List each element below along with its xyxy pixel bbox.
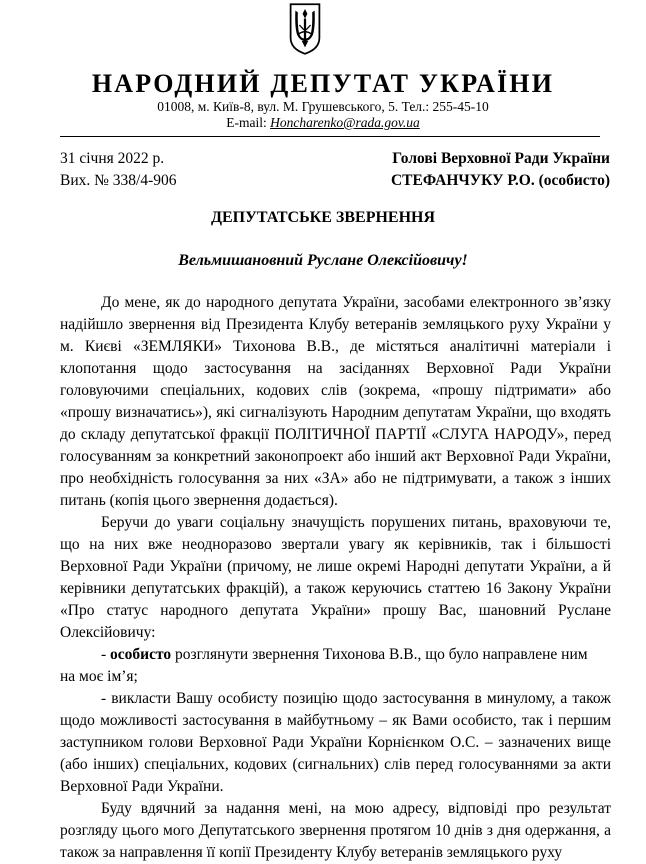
letter-date: 31 січня 2022 р. [60,150,165,167]
letterhead-title: НАРОДНИЙ ДЕПУТАТ УКРАЇНИ [91,69,555,98]
request-item-2: - викласти Вашу особисту позицію щодо застосування в минулому, а також щодо можливості застосування в майбутньому – як Вами особисто, так і першим заступником голови Верховної Ради України Корнієнком О.С. – зазначених вище (або інших) спеціальних, кодових (сигнальних) слів перед голосуваннями за акти Верховної Ради України. [60,690,611,795]
email-label: E-mail: [226,115,271,130]
recipient-title: Голові Верховної Ради України [392,150,610,167]
letter-reference-number: Вих. № 338/4-906 [60,172,177,189]
item-1-emphasis: особисто [110,646,172,663]
paragraph-3: Буду вдячний за надання мені, на мою адресу, відповіді про результат розгляду цього мого Депутатського звернення протягом 10 днів з дня одержання, а також за направлення її копії Президенту Клубу ветеранів земляцького руху [60,800,611,861]
greeting: Вельмишановний Руслане Олексійовичу! [178,252,468,269]
request-item-1-continued: на моє ім’я; [60,668,138,685]
letterhead-email-line [0,115,646,131]
trident-coat-of-arms-icon [289,2,321,56]
item-1-text: розглянути звернення Тихонова В.В., що було направлене ним [171,646,588,663]
document-title: ДЕПУТАТСЬКЕ ЗВЕРНЕННЯ [210,209,436,226]
email-link[interactable]: Honcharenko@rada.gov.ua [270,115,420,130]
paragraph-2: Беручи до уваги соціальну значущість порушених питань, враховуючи те, що на них вже неодноразово звертали увагу як керівників, так і більшості Верховної Ради України (причому, не лише окремі Народні депутати України, а й керівники депутатських фракцій), а також керуючись статтею 16 Закону України «Про статус народного депутата України» прошу Вас, шановний Руслане Олексійовичу: [60,514,611,641]
paragraph-1: До мене, як до народного депутата України, засобами електронного зв’язку надійшло звернення від Президента Клубу ветеранів земляцького руху України у м. Києві «ЗЕМЛЯКИ» Тихонова В.В., де містяться аналітичні матеріали і клопотання щодо застосування на засіданнях Верховної Ради України головуючими спеціальних, кодових слів (зокрема, «прошу підтримати» або «прошу визначатись»), які сигналізують Народним депутатам України, що входять до складу депутатської фракції ПОЛІТИЧНОЇ ПАРТІЇ «СЛУГА НАРОДУ», перед голосуванням за конкретний законопроект або інший акт Верховної Ради України, про необхідність голосування за них «ЗА» або не підтримувати, а також з інших питань (копія цього звернення додається). [60,294,611,509]
recipient-name: СТЕФАНЧУКУ Р.О. (особисто) [390,172,610,189]
item-1-dash: - [101,646,111,663]
letterhead-address: 01008, м. Київ-8, вул. М. Грушевського, 5. Тел.: 255-45-10 [157,99,489,114]
letterhead-divider [60,136,600,137]
request-item-1 [60,644,611,666]
letter-body [60,292,611,864]
